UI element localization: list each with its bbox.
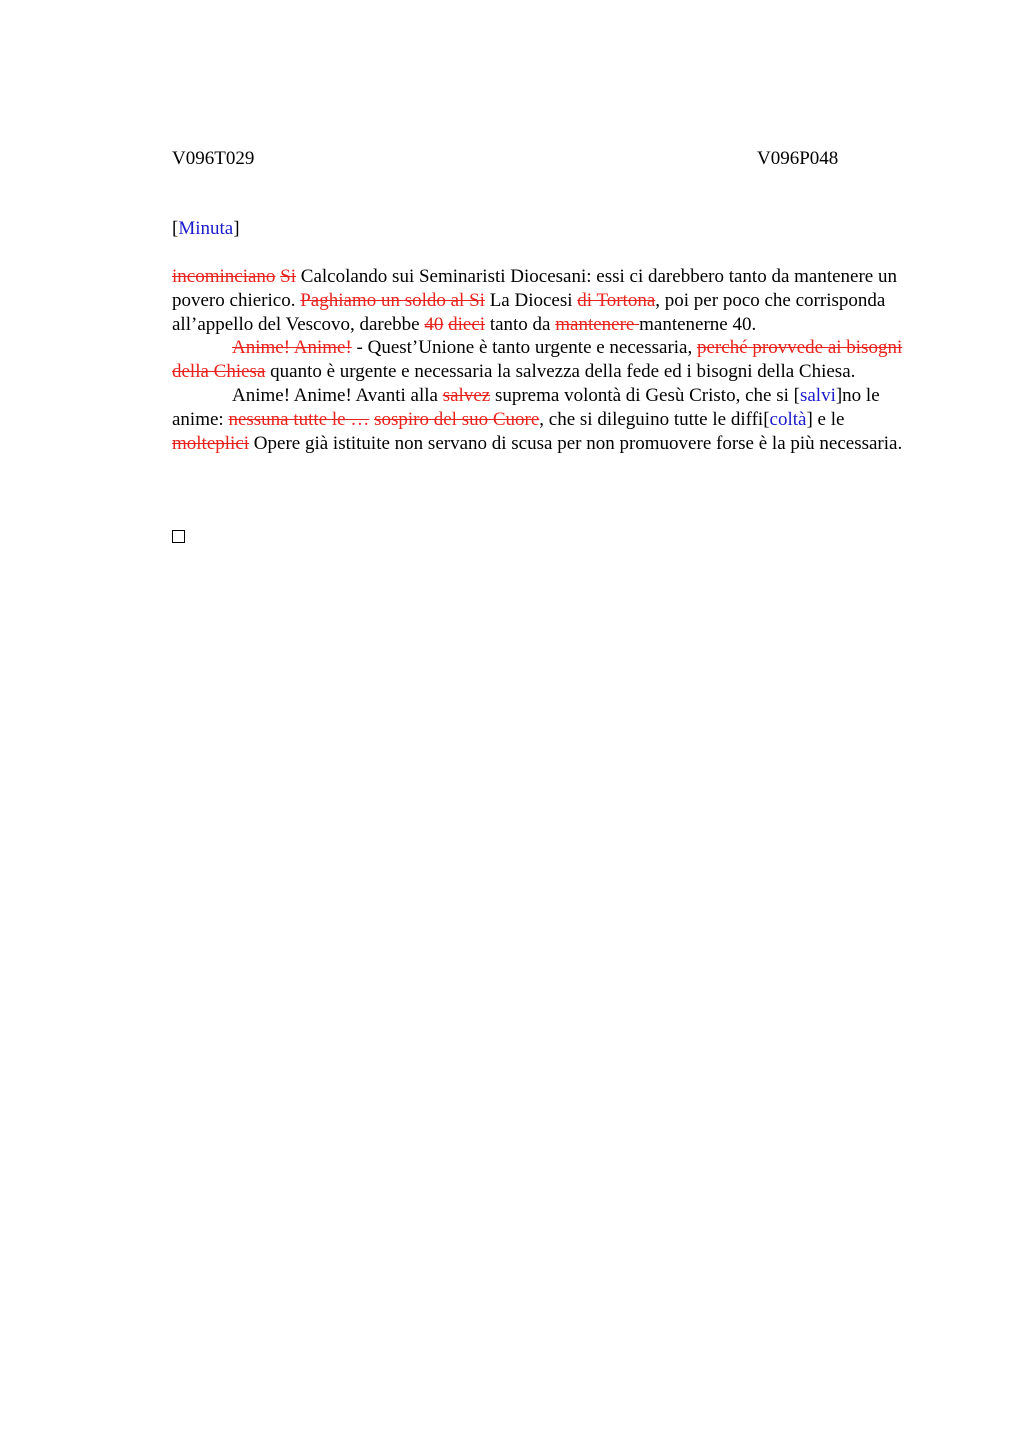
body-text-run: - Quest’Unione è tanto urgente e necessaria,	[351, 337, 697, 359]
paragraph-1	[172, 265, 924, 336]
body-text-run: , che si dileguino tutte le diffi[	[539, 408, 770, 430]
paragraph-2	[172, 336, 924, 384]
deleted-text: incominciano	[172, 266, 276, 287]
body-text-run: ] e le	[806, 408, 845, 430]
document-code-left: V096T029	[172, 148, 255, 169]
deleted-text: Anime! Anime!	[232, 337, 352, 359]
deleted-text: salvez	[442, 384, 491, 406]
editorial-insertion: coltà	[769, 408, 807, 430]
deleted-text: Si	[280, 266, 297, 287]
body-text-run: Calcolando sui Seminaristi Diocesani: essi ci darebbero tanto da mantenere un povero chierico.	[172, 266, 897, 311]
body-text-run: tanto da	[485, 313, 556, 335]
document-code-right: V096P048	[757, 148, 839, 169]
deleted-text: nessuna tutte le …	[228, 408, 370, 430]
deleted-text: perché provvede ai bisogni della Chiesa	[172, 337, 903, 383]
body-text-run: ]no le anime:	[172, 384, 880, 430]
end-square-icon	[172, 530, 185, 543]
deleted-text: di Tortona	[577, 289, 656, 311]
bracket-close: ]	[233, 218, 240, 239]
body-text-run: Opere già istituite non servano di scusa per non promuovere forse è la più necessaria.	[249, 432, 903, 454]
document-body	[172, 265, 924, 455]
editorial-insertion: salvi	[799, 384, 836, 406]
body-text-run: Anime! Anime! Avanti alla	[232, 384, 443, 406]
body-text-run: quanto è urgente e necessaria la salvezza della fede ed i bisogni della Chiesa.	[265, 361, 856, 383]
document-type	[172, 217, 240, 241]
deleted-text: molteplici	[172, 432, 250, 454]
deleted-text: Paghiamo un soldo al Si	[300, 289, 485, 311]
body-text-run: La Diocesi	[484, 289, 578, 311]
deleted-text: 40	[424, 313, 444, 335]
body-text-run: suprema volontà di Gesù Cristo, che si [	[490, 384, 800, 406]
bracket-open: [	[172, 218, 179, 239]
document-type-label: Minuta	[178, 218, 234, 239]
body-text-run: mantenerne 40.	[639, 313, 757, 335]
paragraph-3	[172, 384, 924, 455]
deleted-text: mantenere	[555, 313, 640, 335]
deleted-text: sospiro del suo Cuore	[374, 408, 540, 430]
deleted-text: dieci	[448, 313, 486, 335]
body-text-run: , poi per poco che corrisponda all’appello del Vescovo, darebbe	[172, 289, 886, 335]
